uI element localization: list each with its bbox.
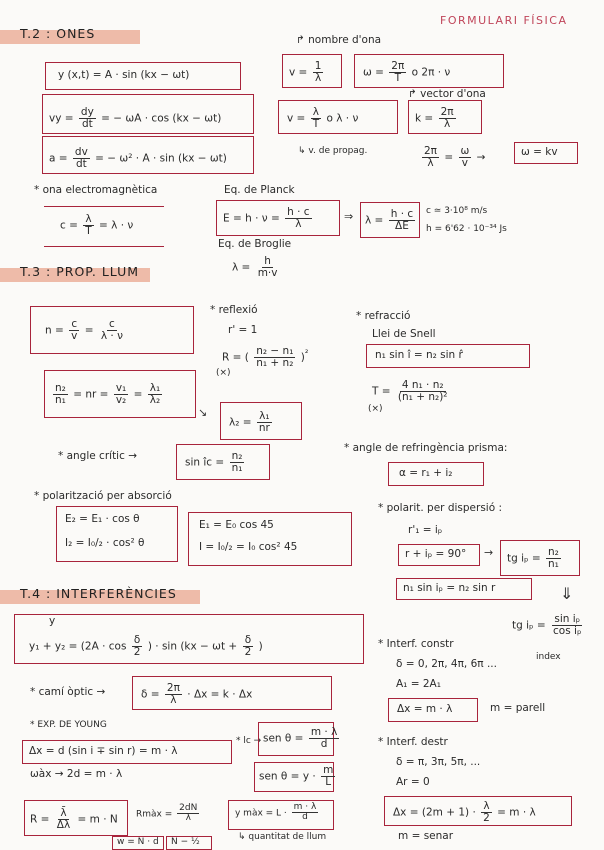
sen-theta-y-eq: sen θ = y · $\frac{m}{L}$ xyxy=(259,764,334,789)
wavenumber-eq: v = $\frac{1}{\lambda}$ xyxy=(289,60,322,85)
critical-angle-eq: sin îc = $\frac{\text{n₂}}{\text{n₁}}$ xyxy=(185,450,243,475)
i2-eq: I₂ = I₀/₂ · cos² θ xyxy=(65,537,145,549)
v-propag-note: ↳ v. de propag. xyxy=(298,146,368,156)
brewster-angle-box xyxy=(398,544,480,566)
m-senar: m = senar xyxy=(398,830,454,842)
snell-label: Llei de Snell xyxy=(372,328,436,340)
n-half-eq: N − ½ xyxy=(171,837,200,847)
snell-box xyxy=(366,344,530,368)
omega-eq: ω = $\frac{2\pi}{T}$ o 2π · ν xyxy=(363,60,451,85)
sen-theta-box xyxy=(258,722,338,756)
velocity-box xyxy=(42,94,254,134)
wnd-eq: w = N · d xyxy=(117,837,159,847)
lambda2-eq: λ₂ = $\frac{\text{λ₁}}{nr}$ xyxy=(229,410,270,435)
superposition-eq: y₁ + y₂ = (2A · cos $\frac{\delta}{2}$ ) · sin (kx − ωt + $\frac{\delta}{2}$ ) xyxy=(29,634,263,659)
broglie-title: Eq. de Broglie xyxy=(218,238,292,250)
sen-theta-y-box xyxy=(254,762,334,792)
broglie-eq: λ = $\frac{h}{m\cdot v}$ xyxy=(232,255,278,280)
page-header: FORMULARI FÍSICA xyxy=(440,14,568,27)
snell-brewster-box xyxy=(396,578,532,600)
constr-dx-box xyxy=(388,698,478,722)
r1ip-eq: r'₁ = iₚ xyxy=(408,524,443,536)
speed-box xyxy=(278,100,398,134)
Ar-eq: Ar = 0 xyxy=(396,776,430,788)
i-eq: I = I₀/₂ = I₀ cos² 45 xyxy=(199,541,298,553)
resolving-eq: R = $\frac{\lambdā}{\Delta\lambda}$ = m · N xyxy=(30,807,118,832)
lc-label: * lc → xyxy=(236,736,262,746)
speed-eq: v = $\frac{\lambda}{T}$ o λ · ν xyxy=(287,106,359,131)
r1-eq: r' = 1 xyxy=(228,324,258,336)
lambda2-box xyxy=(220,402,302,440)
wave-equation-box xyxy=(45,62,241,90)
reflectance-eq: R = ( $\frac{\text{n₂ − n₁}}{\text{n₁ + n₂}}$ )$^{^2}$ xyxy=(222,345,309,370)
c-constant: c ≃ 3·10⁸ m/s xyxy=(426,206,488,216)
delta-destr-eq: δ = π, 3π, 5π, ... xyxy=(396,756,481,768)
section-title-t2: T.2 : ONES xyxy=(20,26,96,41)
y-label: y xyxy=(49,615,56,627)
w-kv-eq: ω = kv xyxy=(521,146,558,158)
refraccio-label: * refracció xyxy=(356,310,411,322)
refractive-index-box xyxy=(30,306,194,354)
young-label: * EXP. DE YOUNG xyxy=(30,720,107,730)
quantitat-note: ↳ quantitat de llum xyxy=(238,832,327,842)
section-title-t4: T.4 : INTERFERÈNCIES xyxy=(20,586,177,601)
interf-destr-label: * Interf. destr xyxy=(378,736,448,748)
wave-equation: y (x,t) = A · sin (kx − ωt) xyxy=(58,69,190,81)
w-kv-box xyxy=(514,142,578,164)
wavenumber-box xyxy=(282,54,342,88)
k-omega-relation: $\frac{2\pi}{\lambda}$ = $\frac{\omega}{v}$ → xyxy=(424,145,486,170)
tg-sin-cos-eq: tg iₚ = $\frac{\text{sin iₚ}}{\text{cos iₚ}}$ xyxy=(512,613,582,638)
superposition-box xyxy=(14,614,364,664)
critical-angle-box xyxy=(176,444,270,480)
underline xyxy=(44,206,164,207)
c-equation: c = $\frac{\lambda}{T}$ = λ · ν xyxy=(60,213,134,238)
lambda-energy-box xyxy=(360,202,420,238)
interf-constr-label: * Interf. constr xyxy=(378,638,454,650)
x-mark: (×) xyxy=(368,404,383,414)
omega-box xyxy=(354,54,504,88)
planck-eq: E = h · ν = $\frac{h \cdot c}{\lambda}$ xyxy=(223,206,310,231)
destr-dx-box xyxy=(384,796,572,826)
nombre-ona-note: ↱ nombre d'ona xyxy=(296,34,382,46)
down-arrow-icon: ⇓ xyxy=(560,584,574,603)
young-eq: Δx = d (sin i ∓ sin r) = m · λ xyxy=(29,745,178,757)
alpha-box xyxy=(388,462,484,486)
young-box xyxy=(22,740,232,764)
polarization-label: * polarització per absorció xyxy=(34,490,172,502)
lambda-energy-eq: λ = $\frac{h \cdot c}{\Delta E}$ xyxy=(365,208,414,233)
sen-theta-eq: sen θ = $\frac{m \cdot \lambda}{d}$ xyxy=(263,726,338,751)
critic-label: * angle crític → xyxy=(58,450,138,462)
h-constant: h = 6'62 · 10⁻³⁴ Js xyxy=(426,224,507,234)
planck-box xyxy=(216,200,340,236)
e1-eq: E₁ = E₀ cos 45 xyxy=(199,519,274,531)
em-wave-label: * ona electromagnètica xyxy=(34,184,158,196)
resolving-box xyxy=(24,800,128,836)
underline xyxy=(44,246,164,247)
alpha-eq: α = r₁ + i₂ xyxy=(399,467,453,479)
delta-constr-eq: δ = 0, 2π, 4π, 6π ... xyxy=(396,658,497,670)
ymax-eq: y màx = L · $\frac{m \cdot \lambda}{d}$ xyxy=(235,802,317,823)
arrow-icon: ⇒ xyxy=(344,210,354,223)
index-label: index xyxy=(536,652,561,662)
snell-brewster-eq: n₁ sin iₚ = n₂ sin r xyxy=(403,582,496,594)
acceleration-equation: a = $\frac{dv}{dt}$ = − ω² · A · sin (kx − ωt) xyxy=(49,146,227,171)
malus-box xyxy=(56,506,178,562)
brewster-angle-eq: r + iₚ = 90° xyxy=(405,548,467,560)
e2-eq: E₂ = E₁ · cos θ xyxy=(65,513,140,525)
snell-eq: n₁ sin î = n₂ sin r̂ xyxy=(375,349,463,361)
velocity-equation: vy = $\frac{dy}{dt}$ = − ωA · cos (kx − ωt) xyxy=(49,106,222,131)
refractive-index-eq: n = $\frac{c}{v}$ = $\frac{c}{\lambda \cdot \nu}$ xyxy=(45,318,123,343)
k-box xyxy=(408,100,482,134)
wmax-eq: ωàx → 2d = m · λ xyxy=(30,768,123,780)
x-mark: (×) xyxy=(216,368,231,378)
cami-label: * camí òptic → xyxy=(30,686,106,698)
relative-index-eq: $\frac{\text{n₂}}{\text{n₁}}$ = nr = $\frac{\text{v₁}}{\text{v₂}}$ = $\frac{\text{λ₁}}{\text{λ₂}}$ xyxy=(55,382,161,407)
refringence-label: * angle de refringència prisma: xyxy=(344,442,508,454)
optical-path-box xyxy=(132,676,332,710)
tg-ip-eq: tg iₚ = $\frac{\text{n₂}}{\text{n₁}}$ xyxy=(507,546,559,571)
constr-dx-eq: Δx = m · λ xyxy=(397,703,453,715)
malus45-box xyxy=(188,512,352,566)
optical-path-eq: δ = $\frac{2\pi}{\lambda}$ · Δx = k · Δx xyxy=(141,682,253,707)
m-parell: m = parell xyxy=(490,702,546,714)
A1-eq: A₁ = 2A₁ xyxy=(396,678,441,690)
reflexio-label: * reflexió xyxy=(210,304,258,316)
tg-ip-box xyxy=(500,540,580,576)
relative-index-box xyxy=(44,370,196,418)
destr-dx-eq: Δx = (2m + 1) · $\frac{\lambda}{2}$ = m · λ xyxy=(393,800,536,825)
arrow-icon: ↘ xyxy=(198,406,208,419)
ymax-box xyxy=(228,800,334,830)
polar-dispersion-label: * polarit. per dispersió : xyxy=(378,502,503,514)
rmax-eq: Rmàx = $\frac{2dN}{\lambda}$ xyxy=(136,803,198,824)
planck-title: Eq. de Planck xyxy=(224,184,295,196)
arrow-icon: → xyxy=(484,546,494,559)
k-eq: k = $\frac{2\pi}{\lambda}$ xyxy=(415,106,454,131)
vector-ona-note: ↱ vector d'ona xyxy=(408,88,486,100)
transmittance-eq: T = $\frac{\text{4 n₁ · n₂}}{\text{(n₁ + n₂)²}}$ xyxy=(372,379,448,404)
acceleration-box xyxy=(42,136,254,174)
section-title-t3: T.3 : PROP. LLUM xyxy=(20,264,140,279)
